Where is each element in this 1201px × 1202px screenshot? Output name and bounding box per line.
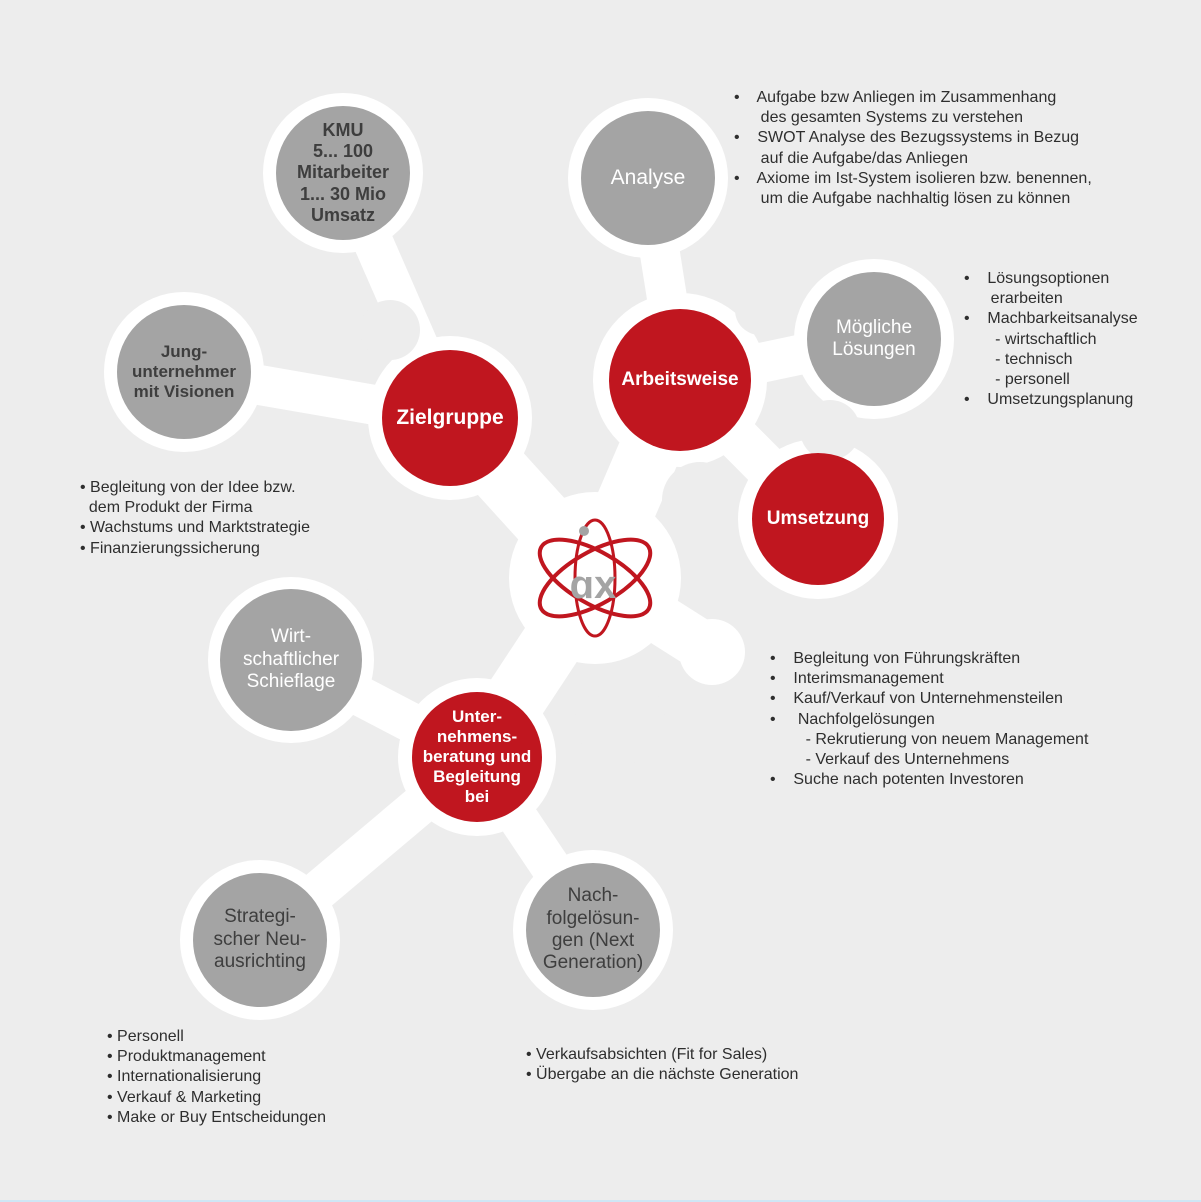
note-item: • Produktmanagement — [107, 1048, 266, 1066]
note-item: - technisch — [964, 350, 1073, 368]
node-schieflage: Wirt- schaftlicher Schieflage — [220, 589, 362, 731]
note-item: dem Produkt der Firma — [80, 499, 253, 517]
node-nachfolgeloesungen: Nach- folgelösun- gen (Next Generation) — [526, 863, 660, 997]
node-zielgruppe: Zielgruppe — [382, 350, 518, 486]
note-item: • Umsetzungsplanung — [964, 391, 1134, 409]
notes-analyse — [734, 88, 1092, 209]
notes-jungunternehmer — [80, 478, 310, 559]
note-item: • Kauf/Verkauf von Unternehmensteilen — [770, 690, 1063, 708]
note-item: • Axiome im Ist-System isolieren bzw. benennen, — [734, 169, 1092, 187]
notes-beratung — [770, 649, 1088, 790]
note-item: • Lösungsoptionen — [964, 270, 1110, 287]
logo-glyph: ɑx — [569, 563, 617, 607]
node-analyse: Analyse — [581, 111, 715, 245]
note-item: • Personell — [107, 1028, 184, 1045]
note-item: des gesamten Systems zu verstehen — [734, 109, 1024, 127]
node-jungunternehmer: Jung- unternehmer mit Visionen — [117, 305, 251, 439]
note-item: • Verkauf & Marketing — [107, 1088, 262, 1106]
note-item: - Verkauf des Unternehmens — [770, 751, 1010, 769]
notes-strategische — [107, 1027, 326, 1128]
note-item: - Rekrutierung von neuem Management — [770, 730, 1089, 748]
notes-nachfolge — [526, 1045, 798, 1085]
notes-loesungen — [964, 269, 1138, 410]
node-moegliche-loesungen: Mögliche Lösungen — [807, 272, 941, 406]
node-strategische-neuausrichtung: Strategi- scher Neu- ausrichting — [193, 873, 327, 1007]
note-item: • Begleitung von der Idee bzw. — [80, 479, 296, 496]
note-item: auf die Aufgabe/das Anliegen — [734, 149, 968, 167]
node-arbeitsweise: Arbeitsweise — [609, 309, 751, 451]
atom-dot — [579, 526, 589, 536]
note-item: • Internationalisierung — [107, 1068, 262, 1086]
note-item: • Aufgabe bzw Anliegen im Zusammenhang — [734, 89, 1057, 106]
note-item: - wirtschaftlich — [964, 330, 1097, 348]
node-umsetzung: Umsetzung — [752, 453, 884, 585]
note-item: • Wachstums und Marktstrategie — [80, 519, 310, 537]
note-item: • Machbarkeitsanalyse — [964, 310, 1138, 328]
note-item: • Interimsmanagement — [770, 670, 944, 688]
note-item: • Übergabe an die nächste Generation — [526, 1066, 799, 1084]
satellite-dot — [679, 619, 745, 685]
note-item: erarbeiten — [964, 290, 1063, 308]
node-kmu: KMU 5... 100 Mitarbeiter 1... 30 Mio Umsatz — [276, 106, 410, 240]
note-item: • Suche nach potenten Investoren — [770, 771, 1024, 789]
note-item: • Make or Buy Entscheidungen — [107, 1108, 327, 1126]
note-item: • SWOT Analyse des Bezugssystems in Bezug — [734, 129, 1080, 147]
note-item: • Finanzierungssicherung — [80, 539, 260, 557]
note-item: um die Aufgabe nachhaltig lösen zu können — [734, 190, 1071, 208]
note-item: • Begleitung von Führungskräften — [770, 650, 1021, 667]
note-item: • Nachfolgelösungen — [770, 710, 935, 728]
note-item: • Verkaufsabsichten (Fit for Sales) — [526, 1046, 768, 1063]
atom-logo — [520, 503, 670, 653]
node-unternehmensberatung: Unter- nehmens- beratung und Begleitung bei — [412, 692, 542, 822]
note-item: - personell — [964, 371, 1070, 389]
